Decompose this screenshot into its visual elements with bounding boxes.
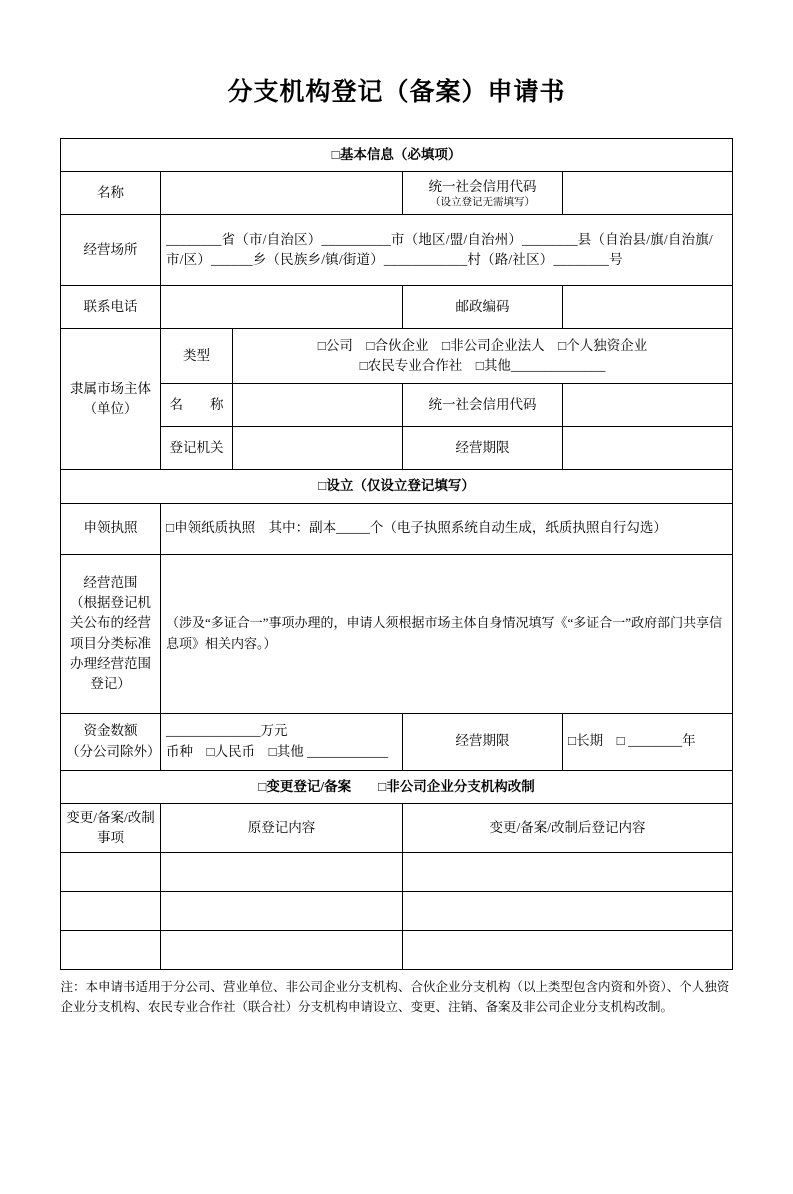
label-parent-uscc: 统一社会信用代码 (402, 384, 562, 427)
page-title: 分支机构登记（备案）申请书 (227, 79, 566, 106)
footnote-text: 本申请书适用于分公司、营业单位、非公司企业分支机构、合伙企业分支机构（以上类型包含内资和外资）、个人独资企业分支机构、农民专业合作社（联合社）分支机构申请设立、变更、注销、备案及非公司企业分支机构改制。 (60, 980, 730, 1014)
change-row-0-item[interactable] (60, 853, 160, 892)
field-parent-name[interactable] (232, 384, 402, 427)
field-license[interactable]: □申领纸质执照 其中：副本_____个（电子执照系统自动生成，纸质执照自行勾选） (160, 503, 732, 554)
label-scope-line-0: 经营范围 (83, 574, 138, 590)
section-header-basic-row (60, 139, 732, 172)
footnote-label: 注： (60, 980, 86, 995)
label-name: 名称 (60, 172, 160, 215)
field-place[interactable]: ________省（市/自治区）__________市（地区/盟/自治州）________县（自治县/旗/自治旗/市/区）______乡（民族乡/镇/街道）____________村（路/社区）________号 (160, 215, 732, 286)
field-parent-type[interactable] (232, 329, 732, 384)
label-place: 经营场所 (60, 215, 160, 286)
label-uscc-note: （设立登记无需填写） (429, 197, 535, 209)
parent-type-options-line2[interactable]: □农民专业合作社 □其他______________ (359, 358, 606, 374)
label-parent-name: 名 称 (160, 384, 232, 427)
change-col-after: 变更/备案/改制后登记内容 (402, 803, 732, 853)
change-row-2-after[interactable] (402, 931, 732, 970)
application-form-table (60, 138, 733, 970)
label-uscc-text: 统一社会信用代码 (428, 178, 537, 194)
table-row (60, 853, 732, 892)
label-postcode: 邮政编码 (402, 286, 562, 329)
change-row-1-after[interactable] (402, 892, 732, 931)
row-parent-name (60, 384, 732, 427)
label-capital-line1: 资金数额 (83, 723, 138, 739)
label-parent-entity-line2: （单位） (83, 401, 138, 417)
change-col-before: 原登记内容 (160, 803, 402, 853)
row-scope (60, 554, 732, 713)
change-row-2-before[interactable] (160, 931, 402, 970)
field-capital[interactable] (160, 713, 402, 770)
label-scope-line-5: 登记） (90, 676, 131, 691)
capital-currency[interactable]: 币种 □人民币 □其他 ____________ (165, 743, 389, 759)
label-parent-type: 类型 (160, 329, 232, 384)
field-parent-uscc[interactable] (562, 384, 732, 427)
label-uscc (402, 172, 562, 215)
label-capital (60, 713, 160, 770)
label-reg-authority: 登记机关 (160, 427, 232, 470)
change-header-row (60, 803, 732, 853)
change-row-0-after[interactable] (402, 853, 732, 892)
row-place (60, 215, 732, 286)
field-postcode[interactable] (562, 286, 732, 329)
label-license: 申领执照 (60, 503, 160, 554)
label-parent-term: 经营期限 (402, 427, 562, 470)
section-header-change: □变更登记/备案 □非公司企业分支机构改制 (60, 770, 732, 803)
field-phone[interactable] (160, 286, 402, 329)
row-capital (60, 713, 732, 770)
row-license (60, 503, 732, 554)
scope-note: （涉及“多证合一”事项办理的，申请人须根据市场主体自身情况填写《“多证合一”政府部门共享信息项》相关内容。） (165, 614, 723, 651)
row-phone-postcode (60, 286, 732, 329)
field-setup-term[interactable]: □长期 □ ________年 (562, 713, 732, 770)
row-name-uscc (60, 172, 732, 215)
label-capital-line2: （分公司除外） (65, 743, 161, 759)
field-uscc[interactable] (562, 172, 732, 215)
row-parent-authority (60, 427, 732, 470)
change-row-0-before[interactable] (160, 853, 402, 892)
label-parent-entity-line1: 隶属市场主体 (69, 381, 151, 396)
table-row (60, 892, 732, 931)
change-row-1-item[interactable] (60, 892, 160, 931)
section-header-basic: □基本信息（必填项） (60, 139, 732, 172)
field-name[interactable] (160, 172, 402, 215)
capital-amount[interactable]: ______________万元 (165, 723, 288, 739)
label-scope (60, 554, 160, 713)
field-reg-authority[interactable] (232, 427, 402, 470)
field-parent-term[interactable] (562, 427, 732, 470)
row-parent-type (60, 329, 732, 384)
change-row-2-item[interactable] (60, 931, 160, 970)
change-row-1-before[interactable] (160, 892, 402, 931)
footnote (61, 978, 733, 1017)
label-scope-line-3: 项目分类标准 (69, 635, 151, 651)
label-parent-entity (60, 329, 160, 470)
section-header-change-row (60, 770, 732, 803)
label-phone: 联系电话 (60, 286, 160, 329)
label-setup-term: 经营期限 (402, 713, 562, 770)
document-page (0, 72, 793, 1194)
field-scope[interactable] (160, 554, 732, 713)
label-scope-line-1: （根据登记机 (69, 595, 151, 610)
section-header-setup-row (60, 470, 732, 503)
table-row (60, 931, 732, 970)
label-scope-line-4: 办理经营范围 (69, 655, 151, 671)
parent-type-options-line1[interactable]: □公司 □合伙企业 □非公司企业法人 □个人独资企业 (317, 338, 648, 353)
change-col-item: 变更/备案/改制事项 (60, 803, 160, 853)
section-header-setup: □设立（仅设立登记填写） (60, 470, 732, 503)
label-scope-line-2: 关公布的经营 (69, 615, 151, 631)
